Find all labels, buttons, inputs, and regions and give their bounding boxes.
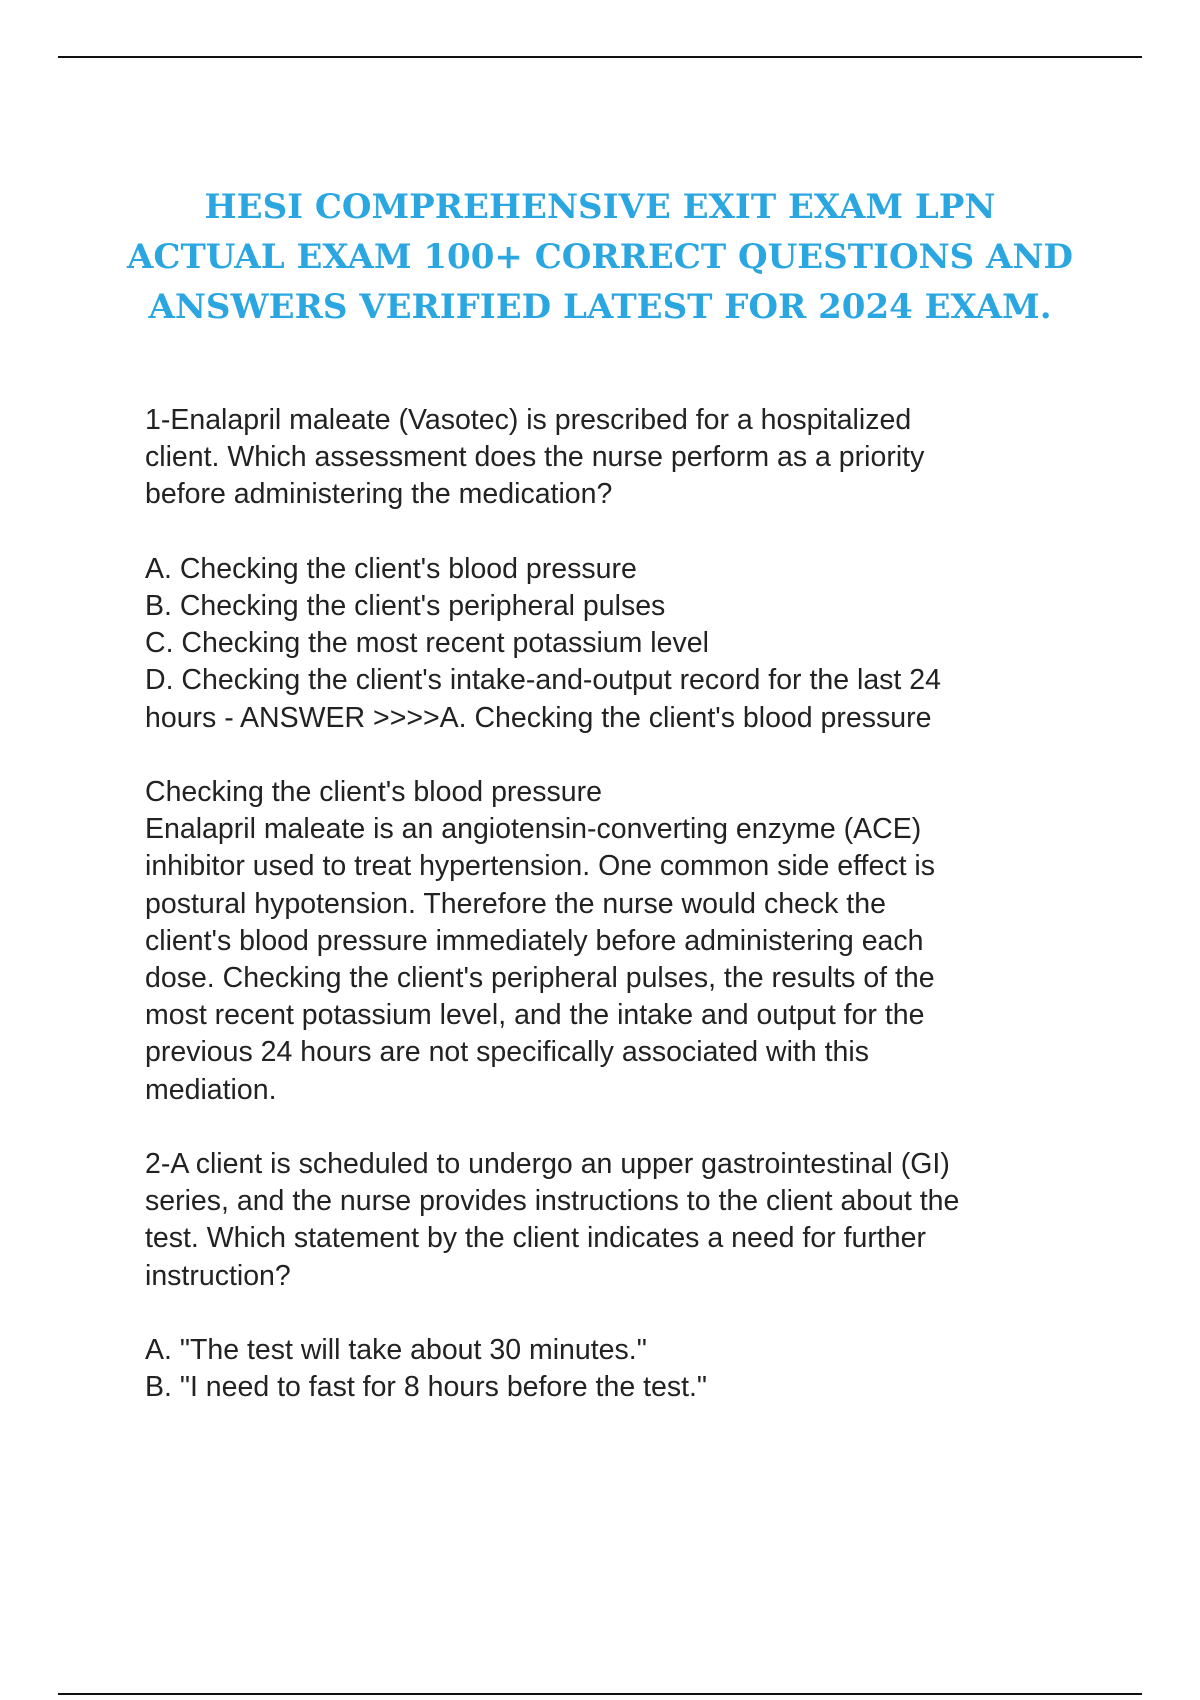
document-body <box>145 402 1085 1406</box>
question-1-text-line: client. Which assessment does the nurse perform as a priority <box>145 441 925 474</box>
question-2-text-line: instruction? <box>145 1259 291 1292</box>
rationale-line: postural hypotension. Therefore the nurse would check the <box>145 887 886 920</box>
option-a: A. "The test will take about 30 minutes." <box>145 1334 647 1367</box>
question-2 <box>145 1146 1085 1295</box>
title-line: ANSWERS VERIFIED LATEST FOR 2024 EXAM. <box>148 287 1052 327</box>
question-1-rationale <box>145 774 1085 1109</box>
rationale-line: mediation. <box>145 1073 277 1106</box>
option-b: B. "I need to fast for 8 hours before the test." <box>145 1371 708 1404</box>
option-a: A. Checking the client's blood pressure <box>145 552 637 585</box>
rationale-line: dose. Checking the client's peripheral pulses, the results of the <box>145 962 935 995</box>
question-2-text-line: series, and the nurse provides instructions to the client about the <box>145 1185 960 1218</box>
question-2-text-line: test. Which statement by the client indicates a need for further <box>145 1222 926 1255</box>
rationale-line: Checking the client's blood pressure <box>145 776 602 808</box>
question-1-options <box>145 551 1085 737</box>
answer-line: hours - ANSWER >>>>A. Checking the client's blood pressure <box>145 701 932 734</box>
document-title <box>100 182 1100 332</box>
rationale-line: previous 24 hours are not specifically associated with this <box>145 1036 869 1069</box>
question-1-text-line: 1-Enalapril maleate (Vasotec) is prescribed for a hospitalized <box>145 404 912 436</box>
option-c: C. Checking the most recent potassium level <box>145 627 709 660</box>
bottom-divider <box>58 1693 1142 1695</box>
top-divider <box>58 56 1142 58</box>
rationale-line: most recent potassium level, and the intake and output for the <box>145 999 925 1032</box>
question-2-text-line: 2-A client is scheduled to undergo an upper gastrointestinal (GI) <box>145 1148 950 1181</box>
option-d: D. Checking the client's intake-and-output record for the last 24 <box>145 664 941 697</box>
question-1-text-line: before administering the medication? <box>145 478 613 511</box>
title-line: HESI COMPREHENSIVE EXIT EXAM LPN <box>204 187 996 227</box>
question-2-options <box>145 1332 1085 1406</box>
option-b: B. Checking the client's peripheral pulses <box>145 590 666 622</box>
question-1 <box>145 402 1085 514</box>
title-line: ACTUAL EXAM 100+ CORRECT QUESTIONS AND <box>127 237 1073 277</box>
rationale-line: client's blood pressure immediately before administering each <box>145 924 924 957</box>
rationale-line: Enalapril maleate is an angiotensin-converting enzyme (ACE) <box>145 813 922 846</box>
rationale-line: inhibitor used to treat hypertension. One common side effect is <box>145 850 935 883</box>
